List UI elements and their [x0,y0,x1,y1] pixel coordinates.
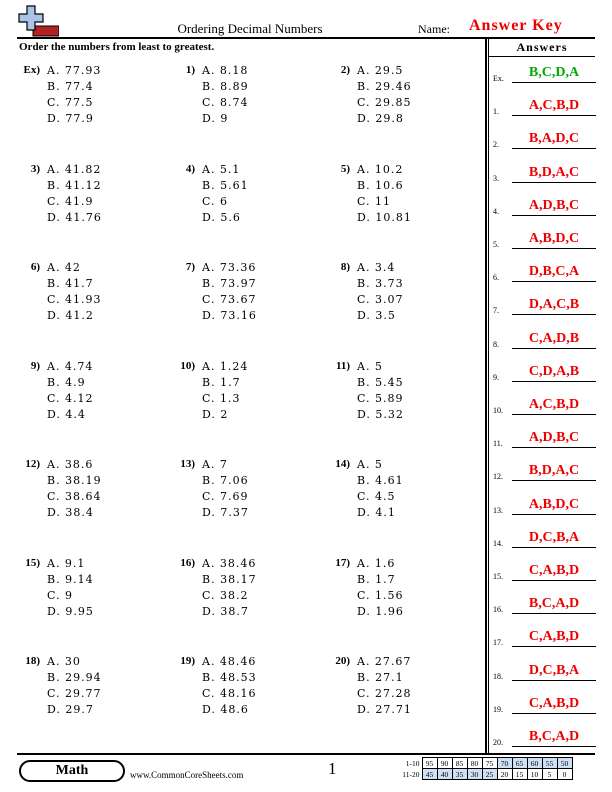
problem-option: B. 38.17 [202,572,257,586]
problem-item [175,163,325,225]
problem-item [330,557,480,619]
problem-option: A. 3.4 [357,261,396,274]
problem-option: D. 38.7 [202,604,249,618]
answer-value: A,C,B,D [528,397,580,412]
answer-value: A,B,D,C [528,231,580,246]
answer-row [493,196,597,216]
problem-item [20,163,170,225]
problem-number: 1) [185,64,195,76]
answer-underline [512,381,596,382]
problem-item [330,261,480,323]
problem-option: A. 9.1 [47,556,86,570]
problem-item [20,458,170,520]
problem-item [20,64,170,126]
problem-number: 7) [185,261,195,273]
score-cell: 40 [437,769,452,780]
problem-number: 20) [335,655,350,667]
problem-number: 10) [180,359,195,372]
answer-row [493,495,597,515]
answer-row [493,262,597,282]
problem-option: C. 8.74 [202,96,249,109]
answer-number: 14. [493,538,503,548]
answer-row [493,727,597,747]
score-cell: 65 [512,758,527,769]
answer-row [493,461,597,481]
problem-option: A. 30 [47,655,81,668]
problem-option: D. 4.1 [357,506,396,519]
answer-underline [512,281,596,282]
problem-option: B. 73.97 [202,277,257,290]
answer-number: 4. [493,206,499,216]
answer-number: 5. [493,240,499,249]
answer-underline [512,713,596,714]
plus-logo-icon [17,4,59,40]
score-cell: 10 [527,769,542,780]
problem-option: B. 5.61 [202,178,249,192]
problem-item [175,261,325,323]
answer-value: D,A,C,B [528,297,580,313]
problem-option: A. 41.82 [47,162,102,176]
score-cell: 95 [422,758,437,769]
answer-row [493,129,597,149]
problem-item [330,360,480,422]
answer-number: 7. [493,306,499,316]
problem-option: C. 4.5 [357,490,396,503]
problem-option: C. 38.2 [202,588,249,602]
answers-title: Answers [516,40,568,54]
problem-option: D. 5.6 [202,210,241,224]
answer-value: B,C,A,D [528,596,580,612]
answer-value: C,A,B,D [528,563,580,578]
score-cell: 90 [437,758,452,769]
problem-option: C. 29.85 [357,96,412,109]
problem-option: A. 5 [357,359,383,373]
problem-number: Ex) [23,64,40,76]
problem-option: A. 7 [202,458,228,471]
problem-option: B. 4.9 [47,375,86,389]
answer-underline [512,580,596,581]
problem-item [330,163,480,225]
problem-option: D. 4.4 [47,407,86,421]
problem-option: C. 77.5 [47,96,94,109]
answer-number: 17. [493,638,503,648]
answer-row [493,329,597,349]
answer-row [493,428,597,448]
problem-option: B. 10.6 [357,178,404,192]
answer-underline [512,680,596,681]
problem-option: B. 9.14 [47,572,94,586]
answer-row [493,63,597,83]
answer-value: D,B,C,A [528,264,580,280]
problem-option: D. 77.9 [47,112,94,125]
problem-option: B. 27.1 [357,671,404,684]
answer-value: B,C,A,D [528,729,580,744]
problem-option: D. 48.6 [202,703,249,716]
problem-option: B. 7.06 [202,474,249,487]
problem-item [175,655,325,717]
answer-number: 20. [493,738,503,747]
problem-number: 5) [340,162,350,175]
problem-option: C. 41.93 [47,293,102,306]
answer-value: A,D,B,C [528,197,580,213]
answer-value: A,B,D,C [528,496,580,512]
problem-number: 8) [340,261,350,273]
problem-number: 2) [340,64,350,76]
answer-underline [512,613,596,614]
answer-value: C,A,D,B [528,330,580,346]
answer-underline [512,314,596,315]
problem-option: D. 73.16 [202,309,257,322]
answer-value: A,D,B,C [528,430,580,446]
problem-option: B. 29.94 [47,671,102,684]
problem-option: D. 3.5 [357,309,396,322]
answer-underline [512,148,596,149]
page-number: 1 [328,759,337,778]
problem-option: C. 9 [47,588,74,602]
answer-number: 6. [493,273,499,283]
problem-option: D. 41.2 [47,309,94,322]
problem-item [330,458,480,520]
problem-option: D. 29.7 [47,703,94,716]
problem-option: A. 48.46 [202,655,257,668]
answer-row [493,96,597,116]
score-row [396,758,572,769]
problem-option: D. 9 [202,112,229,125]
answer-underline [512,414,596,415]
answer-number: 13. [493,505,503,515]
problem-option: D. 27.71 [357,703,412,716]
footer-divider [17,753,595,755]
page-title: Ordering Decimal Numbers [177,21,323,36]
answer-underline [512,215,596,216]
answer-row [493,627,597,647]
answer-number: 11. [493,439,503,449]
answer-number: 9. [493,372,499,382]
problem-option: A. 1.6 [357,556,396,570]
answer-number: 19. [493,704,503,714]
problem-item [330,64,480,126]
score-cell: 60 [527,758,542,769]
problem-number: 11) [335,359,350,372]
answer-underline [512,348,596,349]
problem-option: B. 77.4 [47,80,94,93]
problem-option: C. 29.77 [47,687,102,700]
problem-option: D. 41.76 [47,210,102,224]
problem-option: B. 1.7 [357,572,396,586]
score-cell: 75 [482,758,497,769]
answer-value: C,A,B,D [528,695,580,711]
answer-number: 10. [493,406,503,415]
score-cell: 45 [422,769,437,780]
problem-option: D. 9.95 [47,604,94,618]
answer-underline [512,547,596,548]
answer-value: B,D,A,C [528,164,580,180]
problem-item [20,557,170,619]
problem-option: A. 42 [47,261,81,274]
problem-number: 17) [335,556,350,569]
answer-row [493,163,597,183]
problem-option: D. 38.4 [47,506,94,519]
math-badge: Math [19,760,125,782]
answer-underline [512,182,596,183]
problem-item [20,655,170,717]
problem-item [175,458,325,520]
answer-number: 18. [493,671,503,681]
answer-value: B,C,D,A [528,65,580,80]
problem-option: A. 38.6 [47,458,94,471]
answer-row [493,295,597,315]
problem-number: 14) [335,458,350,470]
answer-value: D,C,B,A [528,662,580,678]
problem-option: B. 5.45 [357,375,404,389]
answers-panel-border [485,39,487,753]
answer-underline [512,746,596,747]
problem-option: C. 27.28 [357,687,412,700]
score-cell: 50 [557,758,572,769]
score-cell: 5 [542,769,557,780]
answer-number: Ex. [493,74,504,83]
problem-item [175,557,325,619]
problem-option: C. 38.64 [47,490,102,503]
answer-row [493,362,597,382]
answer-row [493,661,597,681]
problem-option: A. 10.2 [357,162,404,176]
answer-number: 8. [493,339,499,349]
problem-option: B. 41.7 [47,277,94,290]
problem-option: D. 29.8 [357,112,404,125]
problem-option: D. 1.96 [357,604,404,618]
problem-option: B. 48.53 [202,671,257,684]
answer-number: 2. [493,140,499,150]
problem-item [20,261,170,323]
answer-number: 16. [493,605,503,615]
score-cell: 15 [512,769,527,780]
answer-row [493,395,597,415]
problem-number: 12) [25,458,40,470]
score-row-label: 11-20 [402,769,420,779]
answers-title-divider [489,56,595,57]
problem-number: 18) [25,655,40,667]
problem-option: C. 6 [202,194,229,208]
problem-number: 6) [30,261,40,273]
problem-number: 3) [30,162,40,175]
problem-number: 15) [25,556,40,569]
instructions: Order the numbers from least to greatest. [19,41,215,53]
website-link[interactable]: www.CommonCoreSheets.com [130,770,244,780]
problem-option: B. 8.89 [202,80,249,93]
score-cell: 20 [497,769,512,780]
answer-number: 1. [493,107,499,117]
problem-option: A. 1.24 [202,359,249,373]
problem-option: C. 11 [357,194,392,208]
score-table [396,757,573,780]
answer-number: 12. [493,472,503,482]
score-cell: 55 [542,758,557,769]
problem-number: 13) [180,458,195,470]
problem-option: B. 3.73 [357,277,404,290]
score-row [396,769,572,780]
answer-value: D,C,B,A [528,529,580,545]
problem-number: 16) [180,556,195,569]
problem-item [175,360,325,422]
score-cell: 80 [467,758,482,769]
score-cell: 70 [497,758,512,769]
score-cell: 85 [452,758,467,769]
problem-option: A. 5 [357,458,383,471]
answer-row [493,594,597,614]
problem-option: B. 41.12 [47,178,102,192]
header-divider [17,37,595,39]
problem-item [175,64,325,126]
problem-option: A. 5.1 [202,162,241,176]
problem-number: 19) [180,655,195,667]
problem-option: C. 41.9 [47,194,94,208]
answer-number: 3. [493,173,499,183]
problem-option: A. 4.74 [47,359,94,373]
answer-value: C,A,B,D [528,629,580,645]
problem-option: D. 10.81 [357,210,412,224]
answer-value: B,D,A,C [528,463,580,479]
problem-option: C. 1.3 [202,391,241,405]
problem-option: A. 29.5 [357,64,404,77]
score-cell: 25 [482,769,497,780]
answer-row [493,694,597,714]
answer-underline [512,82,596,83]
problem-option: B. 38.19 [47,474,102,487]
answer-underline [512,447,596,448]
score-row-label: 1-10 [405,758,420,768]
problem-option: A. 8.18 [202,64,249,77]
problem-option: C. 3.07 [357,293,404,306]
problem-option: A. 73.36 [202,261,257,274]
answer-row [493,561,597,581]
problem-option: C. 1.56 [357,588,404,602]
problem-option: C. 7.69 [202,490,249,503]
problem-option: D. 5.32 [357,407,404,421]
problem-option: A. 77.93 [47,64,102,77]
answer-underline [512,115,596,116]
problem-number: 4) [185,162,195,175]
answer-value: A,C,B,D [528,98,580,114]
problem-number: 9) [30,359,40,372]
answer-underline [512,480,596,481]
answers-panel-border-inner [488,39,489,753]
answer-underline [512,248,596,249]
problem-item [330,655,480,717]
problem-option: C. 5.89 [357,391,404,405]
problem-option: C. 73.67 [202,293,257,306]
answer-number: 15. [493,572,503,581]
problem-option: A. 38.46 [202,556,257,570]
score-cell: 0 [557,769,572,780]
problem-option: D. 2 [202,407,229,421]
problem-option: C. 48.16 [202,687,257,700]
answer-key-label: Answer Key [469,17,563,34]
problem-option: D. 7.37 [202,506,249,519]
score-cell: 30 [467,769,482,780]
problem-option: A. 27.67 [357,655,412,668]
answer-value: B,A,D,C [528,131,580,147]
answer-underline [512,646,596,647]
problem-option: C. 4.12 [47,391,94,405]
answer-underline [512,514,596,515]
score-cell: 35 [452,769,467,780]
name-label: Name: [418,22,450,36]
answer-value: C,D,A,B [528,363,580,379]
problem-item [20,360,170,422]
problem-option: B. 4.61 [357,474,404,487]
answer-row [493,528,597,548]
answer-row [493,229,597,249]
problem-option: B. 29.46 [357,80,412,93]
problem-option: B. 1.7 [202,375,241,389]
